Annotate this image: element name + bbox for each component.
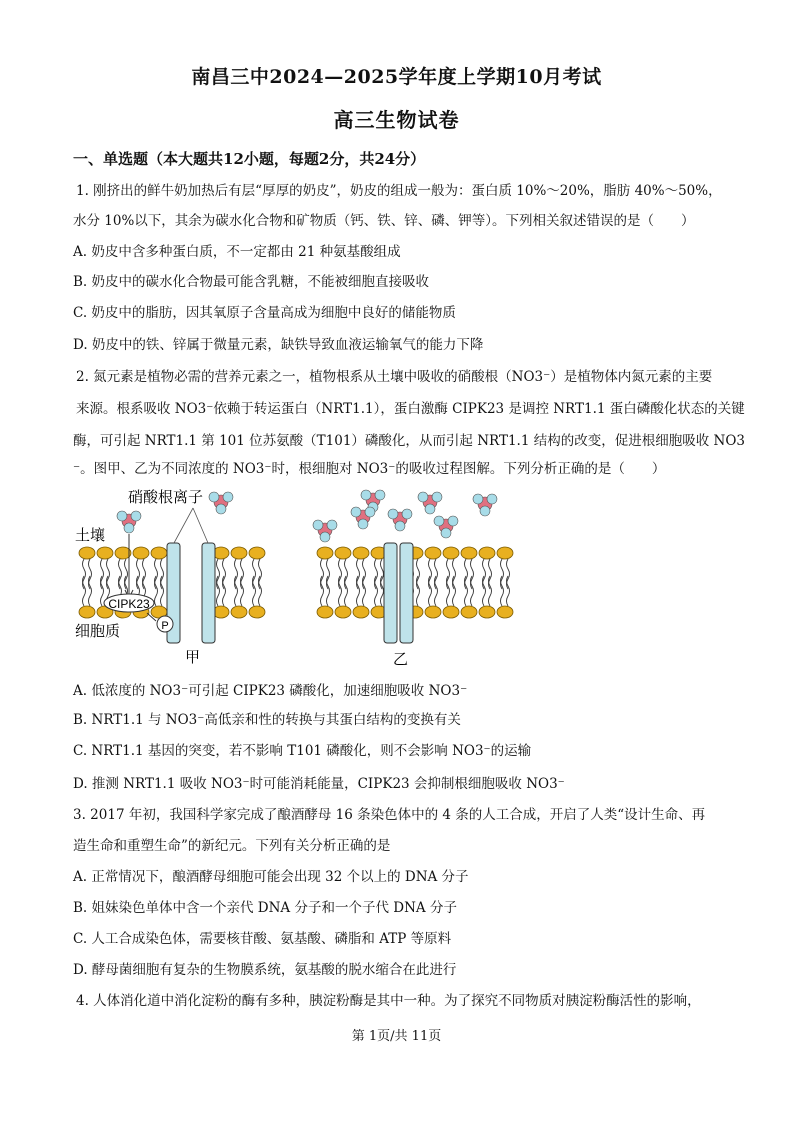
q4-stem-line1: 4. 人体消化道中消化淀粉的酶有多种，胰淀粉酶是其中一种。为了探究不同物质对胰淀粉酶活性的影响， bbox=[76, 993, 701, 1009]
cipk23-label: CIPK23 bbox=[108, 597, 150, 611]
nitrate-ion-yi-6 bbox=[434, 516, 458, 538]
phosphate-label: P bbox=[161, 620, 169, 632]
q2-stem-line1: 2. 氮元素是植物必需的营养元素之一，植物根系从土壤中吸收的硝酸根（NO3⁻）是植物体内氮元素的主要 bbox=[76, 369, 713, 385]
q2-stem-line4: ⁻。图甲、乙为不同浓度的 NO3⁻时，根细胞对 NO3⁻的吸收过程图解。下列分析正确的是（ ） bbox=[73, 461, 666, 477]
panel-jia bbox=[75, 488, 265, 666]
nrt-protein-right-yi bbox=[400, 543, 413, 643]
nitrate-uptake-figure bbox=[73, 486, 523, 671]
panel-jia-label: 甲 bbox=[185, 648, 201, 666]
q3-option-d: D. 酵母菌细胞有复杂的生物膜系统，氨基酸的脱水缩合在此进行 bbox=[73, 962, 457, 978]
q2-option-d: D. 推测 NRT1.1 吸收 NO3⁻时可能消耗能量，CIPK23 会抑制根细胞吸收 NO3⁻ bbox=[73, 776, 565, 792]
page-title: 南昌三中2024—2025学年度上学期10月考试 bbox=[191, 66, 602, 88]
q3-option-a: A. 正常情况下，酿酒酵母细胞可能会出现 32 个以上的 DNA 分子 bbox=[73, 869, 469, 885]
q3-option-c: C. 人工合成染色体，需要核苷酸、氨基酸、磷脂和 ATP 等原料 bbox=[73, 931, 452, 947]
panel-yi bbox=[313, 490, 513, 668]
q3-option-b: B. 姐妹染色单体中含一个亲代 DNA 分子和一个子代 DNA 分子 bbox=[73, 900, 457, 916]
nitrate-ion-yi-4 bbox=[351, 507, 375, 529]
nitrate-ion-yi-7 bbox=[313, 520, 337, 542]
q1-option-b: B. 奶皮中的碳水化合物最可能含乳糖，不能被细胞直接吸收 bbox=[73, 274, 430, 290]
q2-stem-line3: 酶，可引起 NRT1.1 第 101 位苏氨酸（T101）磷酸化，从而引起 NRT1.1 结构的改变，促进根细胞吸收 NO3 bbox=[73, 433, 745, 449]
q3-stem-line2: 造生命和重塑生命”的新纪元。下列有关分析正确的是 bbox=[73, 838, 391, 854]
nitrate-ion-yi-3 bbox=[473, 494, 497, 516]
nrt-protein-left-yi bbox=[384, 543, 397, 643]
q2-option-c: C. NRT1.1 基因的突变，若不影响 T101 磷酸化，则不会影响 NO3⁻的运输 bbox=[73, 743, 532, 759]
q1-option-c: C. 奶皮中的脂肪，因其氧原子含量高成为细胞中良好的储能物质 bbox=[73, 305, 456, 321]
nitrate-ion-yi-5 bbox=[388, 509, 412, 531]
soil-label: 土壤 bbox=[75, 526, 106, 544]
q2-stem-line2: 来源。根系吸收 NO3⁻依赖于转运蛋白（NRT1.1），蛋白激酶 CIPK23 是调控 NRT1.1 蛋白磷酸化状态的关键 bbox=[76, 401, 745, 417]
q1-stem-line1: 1. 刚挤出的鲜牛奶加热后有层“厚厚的奶皮”，奶皮的组成一般为：蛋白质 10%～20%，脂肪 40%～50%， bbox=[76, 183, 722, 199]
page-footer: 第 1页/共 11页 bbox=[351, 1029, 442, 1044]
nitrate-ion-jia-2 bbox=[209, 492, 233, 514]
section-heading: 一、单选题（本大题共12小题，每题2分，共24分） bbox=[73, 150, 426, 168]
q1-option-a: A. 奶皮中含多种蛋白质，不一定都由 21 种氨基酸组成 bbox=[73, 244, 401, 260]
nrt-protein-right-jia bbox=[202, 543, 215, 643]
q1-stem-line2: 水分 10%以下，其余为碳水化合物和矿物质（钙、铁、锌、磷、钾等）。下列相关叙述错误的是（ ） bbox=[73, 213, 695, 229]
nitrate-ion-jia-1 bbox=[117, 511, 141, 533]
page-subtitle: 高三生物试卷 bbox=[333, 108, 460, 132]
panel-yi-label: 乙 bbox=[393, 650, 409, 668]
cytoplasm-label: 细胞质 bbox=[75, 622, 121, 640]
nitrate-ion-label: 硝酸根离子 bbox=[128, 488, 204, 506]
nitrate-ion-yi-2 bbox=[418, 492, 442, 514]
q2-option-b: B. NRT1.1 与 NO3⁻高低亲和性的转换与其蛋白结构的变换有关 bbox=[73, 712, 461, 728]
q3-stem-line1: 3. 2017 年初，我国科学家完成了酿酒酵母 16 条染色体中的 4 条的人工合成，开启了人类“设计生命、再 bbox=[73, 807, 706, 823]
membrane-yi bbox=[317, 547, 513, 618]
q1-option-d: D. 奶皮中的铁、锌属于微量元素，缺铁导致血液运输氧气的能力下降 bbox=[73, 337, 484, 353]
q2-option-a: A. 低浓度的 NO3⁻可引起 CIPK23 磷酸化，加速细胞吸收 NO3⁻ bbox=[73, 683, 468, 699]
